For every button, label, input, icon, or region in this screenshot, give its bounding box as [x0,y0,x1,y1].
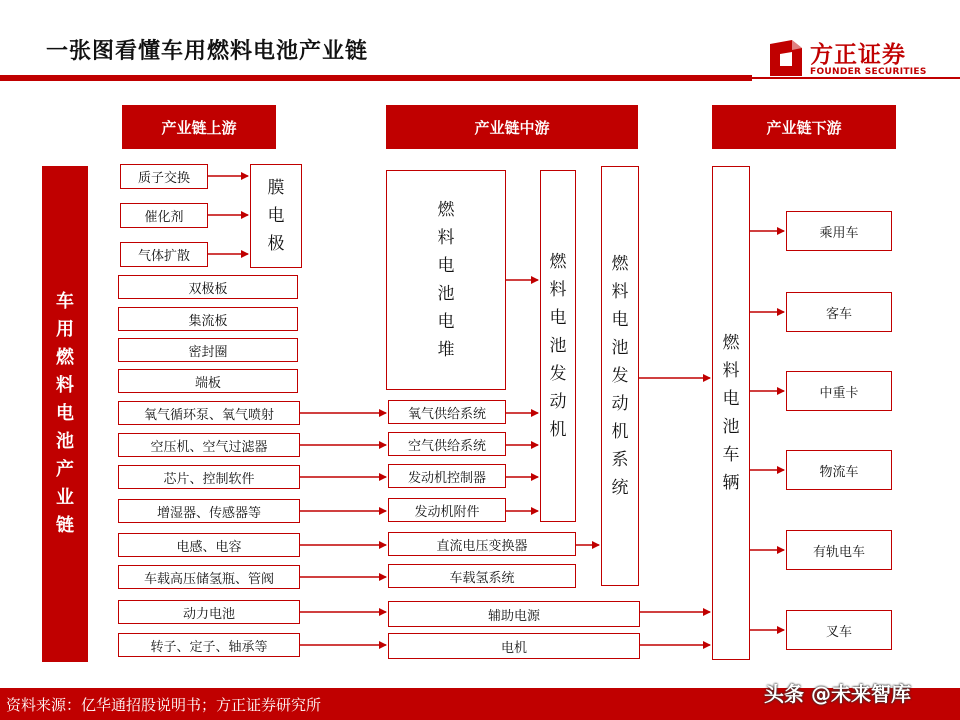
upstream-item: 电感、电容 [118,533,300,557]
vehicle-type: 中重卡 [786,371,892,411]
midstream-subsystem: 电机 [388,633,640,659]
upstream-item: 氧气循环泵、氧气喷射 [118,401,300,425]
upstream-item: 车载高压储氢瓶、管阀 [118,565,300,589]
upstream-item: 双极板 [118,275,298,299]
vehicle-type: 有轨电车 [786,530,892,570]
vehicle-type: 客车 [786,292,892,332]
logo-text-en: FOUNDER SECURITIES [810,67,927,77]
upstream-item: 质子交换 [120,164,208,189]
fuel-cell-engine-label: 燃料电池发动机 [549,252,567,440]
vehicle-type: 乘用车 [786,211,892,251]
upstream-item: 催化剂 [120,203,208,228]
vehicle-type: 叉车 [786,610,892,650]
upstream-header: 产业链上游 [122,105,276,149]
fuel-cell-engine-system-label: 燃料电池发动机系统 [611,254,629,498]
downstream-header: 产业链下游 [712,105,896,149]
midstream-subsystem: 氧气供给系统 [388,400,506,424]
midstream-subsystem: 发动机控制器 [388,464,506,488]
midstream-header: 产业链中游 [386,105,638,149]
upstream-item: 空压机、空气过滤器 [118,433,300,457]
upstream-item: 端板 [118,369,298,393]
membrane-electrode-label: 膜电极 [267,178,285,254]
midstream-subsystem: 空气供给系统 [388,432,506,456]
upstream-item: 转子、定子、轴承等 [118,633,300,657]
midstream-subsystem: 车载氢系统 [388,564,576,588]
midstream-subsystem: 辅助电源 [388,601,640,627]
fuel-cell-vehicle-label: 燃料电池车辆 [722,333,740,493]
vehicle-type: 物流车 [786,450,892,490]
fuel-cell-stack-label: 燃料电池电堆 [437,200,455,360]
upstream-item: 集流板 [118,307,298,331]
page-title: 一张图看懂车用燃料电池产业链 [46,39,369,64]
midstream-subsystem: 发动机附件 [388,498,506,522]
source-note: 资料来源：亿华通招股说明书；方正证券研究所 [6,696,322,714]
upstream-item: 动力电池 [118,600,300,624]
midstream-subsystem: 直流电压变换器 [388,532,576,556]
upstream-item: 增湿器、传感器等 [118,499,300,523]
upstream-item: 芯片、控制软件 [118,465,300,489]
side-label-text: 车用燃料电池产业链 [56,291,74,536]
upstream-item: 气体扩散 [120,242,208,267]
logo-text-cn: 方正证券 [810,42,906,68]
upstream-item: 密封圈 [118,338,298,362]
watermark: 头条 @未来智库 [764,682,911,706]
